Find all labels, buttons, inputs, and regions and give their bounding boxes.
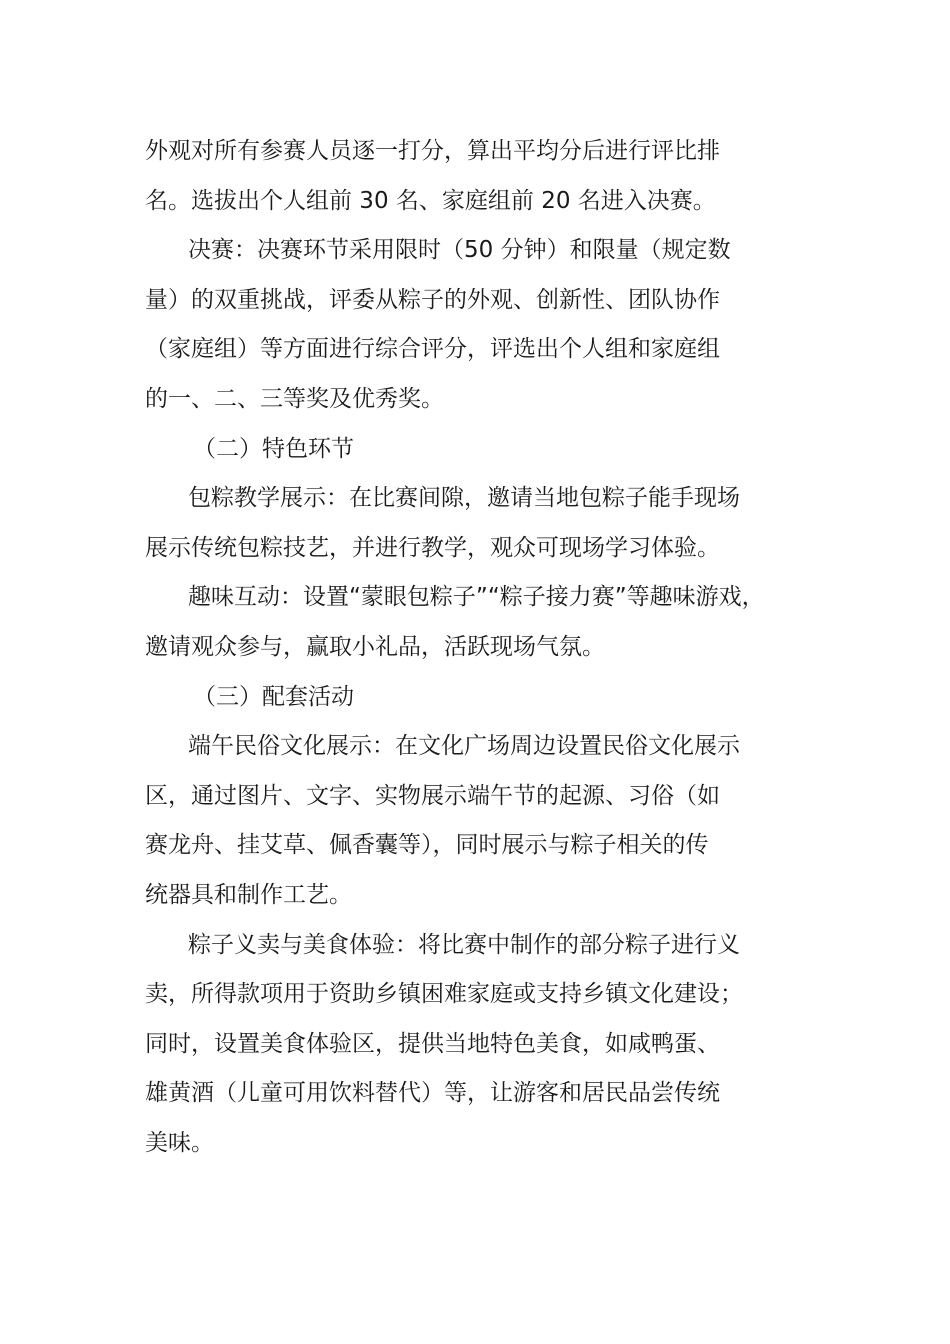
- paragraph-first-line: 包粽教学展示：在比赛间隙，邀请当地包粽子能手现场: [188, 485, 740, 512]
- text-line: 名。选拔出个人组前 30 名、家庭组前 20 名进入决赛。: [145, 187, 716, 214]
- paragraph-first-line: 端午民俗文化展示：在文化广场周边设置民俗文化展示: [188, 733, 740, 760]
- text-line: 雄黄酒（儿童可用饮料替代）等，让游客和居民品尝传统: [145, 1080, 720, 1107]
- text-line: （家庭组）等方面进行综合评分，评选出个人组和家庭组: [145, 336, 720, 363]
- text-line: 的一、二、三等奖及优秀奖。: [145, 385, 444, 412]
- paragraph-first-line: 趣味互动：设置“蒙眼包粽子”“粽子接力赛”等趣味游戏，: [188, 584, 765, 611]
- text-line: 区，通过图片、文字、实物展示端午节的起源、习俗（如: [145, 782, 720, 809]
- text-line: 卖，所得款项用于资助乡镇困难家庭或支持乡镇文化建设；: [145, 981, 743, 1008]
- paragraph-first-line: 决赛：决赛环节采用限时（50 分钟）和限量（规定数: [188, 237, 731, 264]
- section-heading: （二）特色环节: [193, 435, 354, 462]
- text-line: 邀请观众参与，赢取小礼品，活跃现场气氛。: [145, 633, 605, 660]
- text-line: 统器具和制作工艺。: [145, 881, 352, 908]
- text-line: 同时，设置美食体验区，提供当地特色美食，如咸鸭蛋、: [145, 1030, 720, 1057]
- text-line: 外观对所有参赛人员逐一打分，算出平均分后进行评比排: [145, 138, 720, 164]
- section-heading: （三）配套活动: [193, 683, 354, 710]
- text-line: 赛龙舟、挂艾草、佩香囊等），同时展示与粽子相关的传: [145, 832, 709, 859]
- text-line: 量）的双重挑战，评委从粽子的外观、创新性、团队协作: [145, 286, 720, 313]
- text-line: 展示传统包粽技艺，并进行教学，观众可现场学习体验。: [145, 534, 720, 561]
- text-line: 美味。: [145, 1129, 214, 1156]
- paragraph-first-line: 粽子义卖与美食体验：将比赛中制作的部分粽子进行义: [188, 931, 740, 958]
- document-body: [145, 127, 805, 1168]
